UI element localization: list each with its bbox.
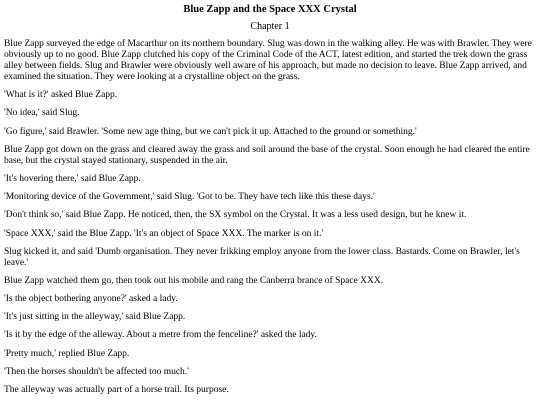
paragraph: 'Then the horses shouldn't be affected too much.' [4,366,189,377]
story-title: Blue Zapp and the Space XXX Crystal [183,4,357,15]
paragraph: Slug kicked it, and said 'Dumb organisation. They never frikking employ anyone from the lower class. Bastards. Come on Brawler, let's leave.' [4,246,520,268]
paragraph: 'Space XXX,' said the Blue Zapp. 'It's an object of Space XXX. The marker is on it.' [4,228,324,239]
paragraph: 'It's just sitting in the alleyway,' said Blue Zapp. [4,312,186,323]
chapter-heading: Chapter 1 [250,21,290,32]
paragraph: 'Pretty much,' replied Blue Zapp. [4,348,130,359]
paragraph: 'What is it?' asked Blue Zapp. [4,90,118,101]
paragraph: 'Go figure,' said Brawler. 'Some new age thing, but we can't pick it up. Attached to the ground or something.' [4,126,417,137]
paragraph: Blue Zapp surveyed the edge of Macarthur on its northern boundary. Slug was down in the walking alley. He was with Brawler. They were obviously up to no good. Blue Zapp clutched his copy of the Criminal Code of the ACT, latest edition, and started the trek down the grass alley between fields. Slug and Brawler were obviously well aware of his approach, but made no decision to leave. Blue Zapp arrived, and examined the situation. They were looking at a crystalline object on the grass. [4,39,532,82]
paragraph: The alleyway was actually part of a horse trail. Its purpose. [4,385,229,395]
paragraph: 'Don't think so,' said Blue Zapp. He noticed, then, the SX symbol on the Crystal. It was a less used design, but he knew it. [4,210,467,221]
paragraph: 'No idea,' said Slug. [4,108,80,119]
paragraph: Blue Zapp got down on the grass and cleared away the grass and soil around the base of the crystal. Soon enough he had cleared the entire base, but the crystal stayed stationary, suspended in the air. [4,144,530,166]
paragraph: 'Is it by the edge of the alleway. About a metre from the fenceline?' asked the lady. [4,330,317,341]
paragraph: 'Monitoring device of the Government,' said Slug. 'Got to be. They have tech like this these days.' [4,192,375,203]
paragraph: 'Is the object bothering anyone?' asked a lady. [4,294,178,305]
paragraph: 'It's hovering there,' said Blue Zapp. [4,173,141,184]
paragraph: Blue Zapp watched them go, then took out his mobile and rang the Canberra brance of Space XXX. [4,275,384,286]
